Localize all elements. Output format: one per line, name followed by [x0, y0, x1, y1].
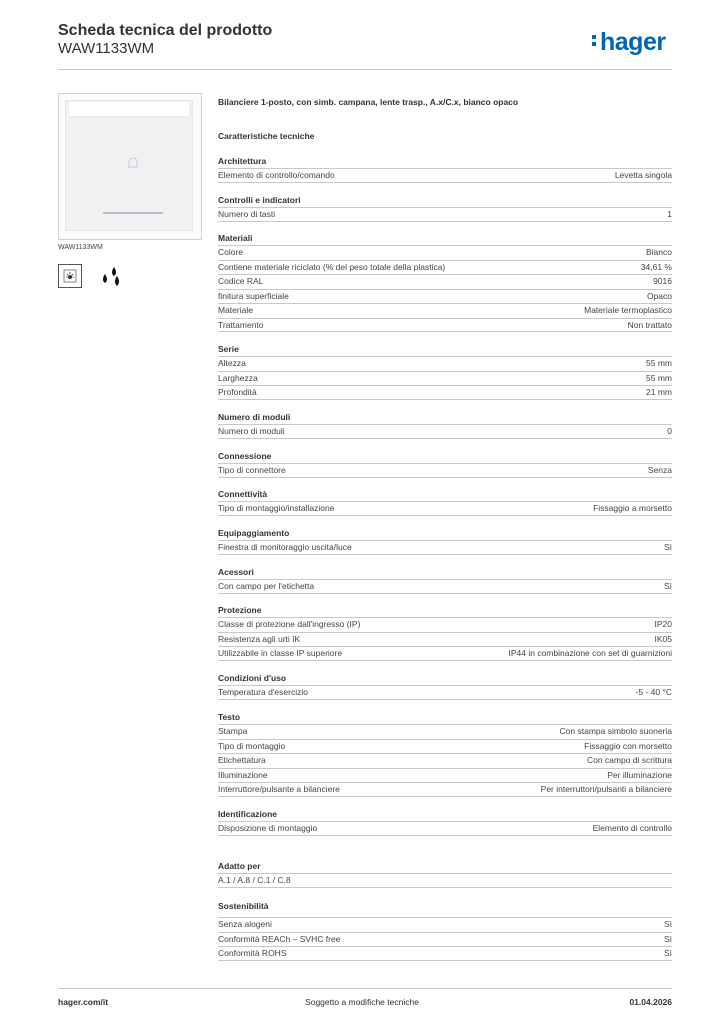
spec-row — [218, 385, 672, 400]
logo-dots-icon — [592, 32, 597, 49]
spec-label: Conformità REACh – SVHC free — [218, 933, 341, 944]
spec-row — [218, 356, 672, 371]
spec-label: Altezza — [218, 358, 246, 368]
section-title: Identificazione — [218, 809, 278, 819]
spec-label: Elemento di controllo/comando — [218, 170, 335, 180]
spec-label: Etichettatura — [218, 755, 266, 765]
spec-row — [218, 463, 672, 478]
spec-value: 55 mm — [646, 358, 672, 368]
hager-logo — [592, 28, 666, 57]
spec-label: Trattamento — [218, 319, 264, 330]
section-title: Sostenibilità — [218, 901, 269, 911]
technical-characteristics-heading: Caratteristiche tecniche — [218, 131, 315, 141]
spec-value: 21 mm — [646, 387, 672, 397]
spec-value: Fissaggio con morsetto — [584, 740, 672, 751]
rocker-lens — [69, 102, 189, 117]
spec-value: 9016 — [653, 276, 672, 286]
spec-label: Resistenza agli urti IK — [218, 633, 301, 644]
section-title: Serie — [218, 344, 239, 354]
spec-label: Contiene materiale riciclato (% del peso totale della plastica) — [218, 261, 446, 272]
spec-value: Non trattato — [627, 319, 672, 330]
spec-value: Sì — [663, 948, 672, 958]
spec-value: Elemento di controllo — [592, 823, 672, 833]
spec-row — [218, 932, 672, 947]
spec-row — [218, 753, 672, 768]
spec-label: Stampa — [218, 726, 248, 736]
spec-row — [218, 782, 672, 797]
spec-label: Utilizzabile in classe IP superiore — [218, 648, 343, 658]
spec-label: Tipo di connettore — [218, 465, 286, 475]
spec-row — [218, 424, 672, 439]
spec-label: Codice RAL — [218, 276, 264, 286]
product-description: Bilanciere 1-posto, con simb. campana, lente trasp., A.x/C.x, bianco opaco — [218, 97, 519, 107]
footer-website: hager.com/it — [58, 997, 109, 1007]
spec-row — [218, 245, 672, 260]
spec-label: Senza alogeni — [218, 919, 272, 929]
spec-value: Sì — [663, 581, 672, 591]
product-code-header: WAW1133WM — [58, 40, 155, 57]
spec-row — [218, 632, 672, 647]
spec-value: 1 — [667, 209, 672, 219]
page-title: Scheda tecnica del prodotto — [58, 22, 273, 39]
spec-row — [218, 274, 672, 289]
spec-value: 34,61 % — [640, 261, 672, 272]
illumination-icon — [58, 264, 82, 288]
section-title: Numero di moduli — [218, 412, 291, 422]
section-title: Adatto per — [218, 861, 261, 871]
section-title: Connessione — [218, 451, 272, 461]
spec-row — [218, 168, 672, 183]
spec-value: Fissaggio a morsetto — [593, 503, 672, 513]
logo-text: hager — [600, 28, 666, 56]
spec-value: 0 — [667, 426, 672, 436]
water-drops-icon — [98, 264, 124, 290]
spec-label: Illuminazione — [218, 769, 268, 780]
spec-value: Sì — [663, 933, 672, 944]
spec-row — [218, 501, 672, 516]
header-divider — [58, 69, 672, 70]
spec-label: Materiale — [218, 305, 253, 315]
spec-label: Numero di tasti — [218, 209, 276, 219]
spec-label: Colore — [218, 247, 244, 257]
spec-value: IK05 — [654, 633, 672, 644]
section-title: Connettività — [218, 489, 268, 499]
label-bar — [103, 212, 163, 214]
spec-row — [218, 873, 672, 888]
spec-value: Per illuminazione — [607, 769, 672, 780]
spec-label: A.1 / A.8 / C.1 / C.8 — [218, 875, 291, 885]
section-title: Condizioni d'uso — [218, 673, 287, 683]
spec-label: Tipo di montaggio/installazione — [218, 503, 335, 513]
section-title: Protezione — [218, 605, 262, 615]
spec-value: Sì — [663, 542, 672, 552]
spec-value: 55 mm — [646, 372, 672, 383]
spec-label: finitura superficiale — [218, 290, 289, 301]
spec-value: Opaco — [646, 290, 672, 301]
spec-label: Interruttore/pulsante a bilanciere — [218, 784, 340, 794]
spec-label: Classe di protezione dall'ingresso (IP) — [218, 619, 361, 629]
spec-row — [218, 724, 672, 739]
spec-label: Temperatura d'esercizio — [218, 687, 308, 697]
section-title: Acessori — [218, 567, 254, 577]
spec-value: Senza — [647, 465, 672, 475]
footer-note: Soggetto a modifiche tecniche — [305, 997, 419, 1007]
spec-value: IP20 — [654, 619, 672, 629]
spec-row — [218, 821, 672, 836]
spec-label: Larghezza — [218, 372, 258, 383]
bell-icon — [125, 155, 141, 171]
spec-value: Con campo di scrittura — [586, 755, 672, 765]
rocker-face — [65, 100, 193, 231]
footer-date: 01.04.2026 — [629, 997, 672, 1007]
spec-value: IP44 in combinazione con set di guarnizioni — [508, 648, 672, 658]
spec-value: Materiale termoplastico — [584, 305, 672, 315]
spec-row — [218, 768, 672, 783]
spec-row — [218, 579, 672, 594]
spec-row — [218, 946, 672, 961]
spec-row — [218, 260, 672, 275]
spec-row — [218, 318, 672, 333]
spec-label: Tipo di montaggio — [218, 740, 286, 751]
spec-value: Bianco — [646, 247, 672, 257]
spec-row — [218, 646, 672, 661]
spec-value: Con stampa simbolo suoneria — [559, 726, 672, 736]
spec-label: Conformità ROHS — [218, 948, 287, 958]
spec-row — [218, 303, 672, 318]
spec-row — [218, 739, 672, 754]
spec-row — [218, 371, 672, 386]
spec-label: Profondità — [218, 387, 257, 397]
spec-value: Sì — [663, 919, 672, 929]
spec-row — [218, 917, 672, 932]
footer-divider — [58, 988, 672, 989]
product-image — [58, 93, 202, 240]
spec-value: Per interruttori/pulsanti a bilanciere — [540, 784, 672, 794]
section-title: Controlli e indicatori — [218, 195, 301, 205]
spec-row — [218, 617, 672, 632]
spec-row — [218, 540, 672, 555]
spec-label: Numero di moduli — [218, 426, 285, 436]
spec-label: Disposizione di montaggio — [218, 823, 318, 833]
section-title: Materiali — [218, 233, 253, 243]
section-title: Equipaggiamento — [218, 528, 290, 538]
spec-value: -5 - 40 °C — [635, 687, 672, 697]
section-title: Architettura — [218, 156, 267, 166]
spec-row — [218, 685, 672, 700]
spec-label: Finestra di monitoraggio uscita/luce — [218, 542, 352, 552]
spec-value: Levetta singola — [614, 170, 672, 180]
spec-label: Con campo per l'etichetta — [218, 581, 315, 591]
spec-row — [218, 289, 672, 304]
product-image-caption: WAW1133WM — [58, 244, 103, 251]
spec-row — [218, 207, 672, 222]
section-title: Testo — [218, 712, 241, 722]
